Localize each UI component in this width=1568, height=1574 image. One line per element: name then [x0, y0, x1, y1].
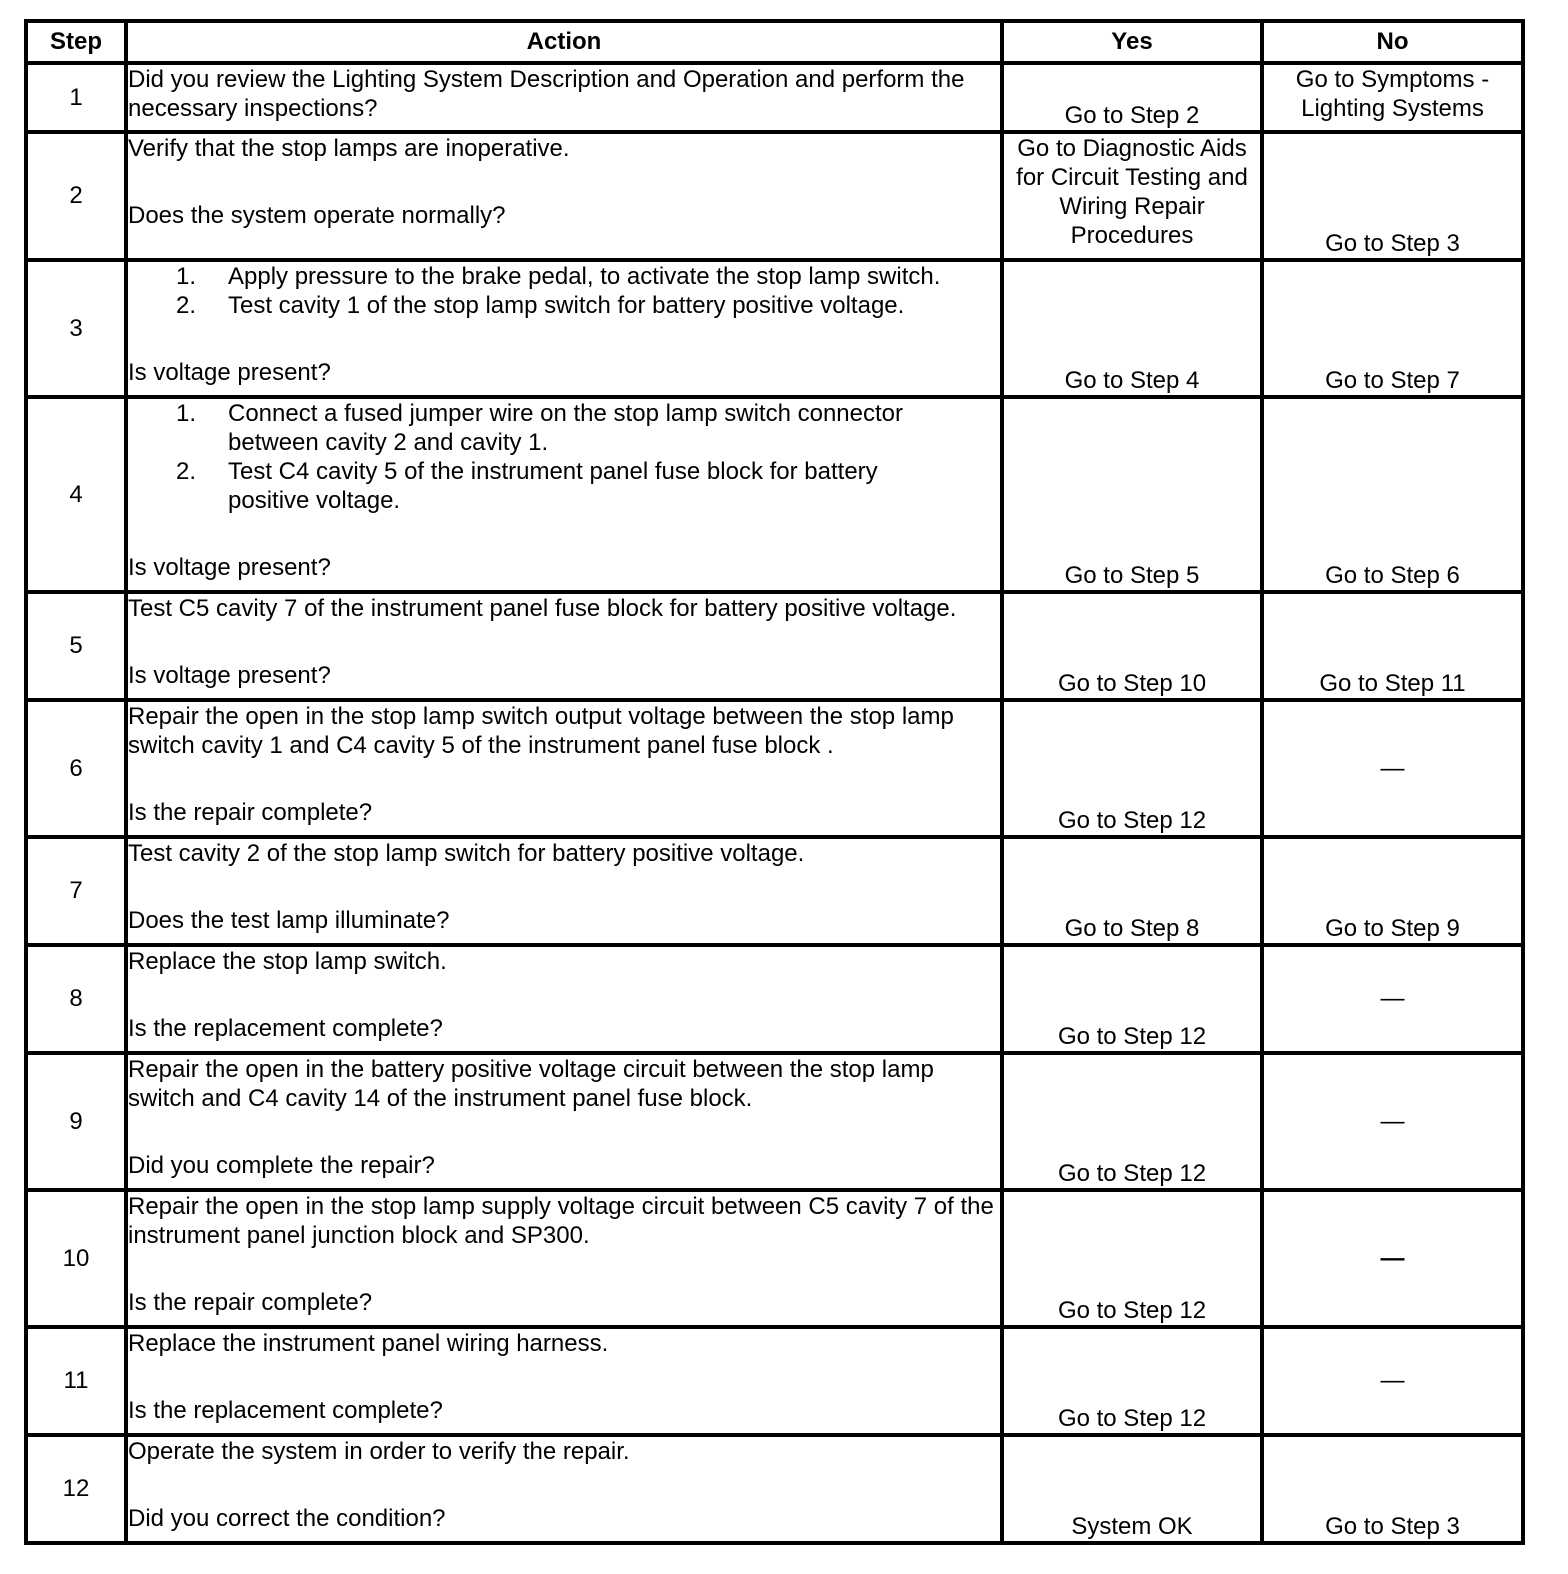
action-question: Is voltage present?: [128, 554, 331, 581]
header-no: No: [1262, 21, 1523, 63]
no-result: Go to Step 3: [1262, 132, 1523, 260]
step-number: 11: [26, 1327, 126, 1435]
list-item: 2. Test C4 cavity 5 of the instrument panel fuse block for battery positive voltage.: [176, 458, 878, 514]
action-instruction: Operate the system in order to verify the repair.: [128, 1438, 630, 1465]
action-text: Did you review the Lighting System Description and Operation and perform the necessary inspections?: [128, 66, 965, 122]
table-row: [26, 260, 1523, 397]
step-number: 3: [26, 260, 126, 397]
table-row: [26, 592, 1523, 700]
yes-result: Go to Diagnostic Aids for Circuit Testing and Wiring Repair Procedures: [1002, 132, 1262, 260]
action-question: Did you complete the repair?: [128, 1152, 435, 1179]
action-steps-list: [128, 262, 1000, 320]
step-number: 1: [26, 63, 126, 132]
yes-result: Go to Step 2: [1002, 63, 1262, 132]
action-instruction: Verify that the stop lamps are inoperative.: [128, 135, 570, 162]
step-number: 5: [26, 592, 126, 700]
action-question: Is the replacement complete?: [128, 1015, 443, 1042]
table-row: [26, 945, 1523, 1053]
no-result: Go to Step 6: [1262, 397, 1523, 592]
table-row: [26, 397, 1523, 592]
action-cell: [126, 132, 1002, 260]
table-row: [26, 1190, 1523, 1327]
no-result: —: [1262, 945, 1523, 1053]
step-number: 6: [26, 700, 126, 837]
step-number: 2: [26, 132, 126, 260]
no-result: —: [1262, 1190, 1523, 1327]
action-question: Does the system operate normally?: [128, 202, 506, 229]
yes-result: Go to Step 12: [1002, 1190, 1262, 1327]
yes-result: Go to Step 10: [1002, 592, 1262, 700]
table-row: [26, 837, 1523, 945]
table-row: [26, 132, 1523, 260]
yes-result: Go to Step 12: [1002, 1053, 1262, 1190]
step-number: 7: [26, 837, 126, 945]
yes-result: Go to Step 5: [1002, 397, 1262, 592]
table-row: [26, 700, 1523, 837]
list-item: 1. Connect a fused jumper wire on the stop lamp switch connector between cavity 2 and cavity 1.: [176, 400, 904, 456]
yes-result: Go to Step 12: [1002, 1327, 1262, 1435]
action-cell: [126, 397, 1002, 592]
yes-result: Go to Step 8: [1002, 837, 1262, 945]
action-cell: [126, 1190, 1002, 1327]
action-question: Did you correct the condition?: [128, 1505, 446, 1532]
action-question: Is voltage present?: [128, 662, 331, 689]
list-item: 2. Test cavity 1 of the stop lamp switch for battery positive voltage.: [176, 292, 905, 319]
no-result: Go to Step 11: [1262, 592, 1523, 700]
step-number: 9: [26, 1053, 126, 1190]
action-instruction: Repair the open in the stop lamp supply voltage circuit between C5 cavity 7 of the instrument panel junction block and SP300.: [128, 1193, 994, 1249]
table-row: [26, 1053, 1523, 1190]
action-cell: [126, 945, 1002, 1053]
action-question: Is voltage present?: [128, 359, 331, 386]
header-action: Action: [126, 21, 1002, 63]
action-question: Does the test lamp illuminate?: [128, 907, 450, 934]
no-result: —: [1262, 1053, 1523, 1190]
step-number: 8: [26, 945, 126, 1053]
action-cell: [126, 1435, 1002, 1543]
action-instruction: Repair the open in the stop lamp switch output voltage between the stop lamp switch cavity 1 and C4 cavity 5 of the instrument panel fuse block .: [128, 703, 954, 759]
header-yes: Yes: [1002, 21, 1262, 63]
yes-result: System OK: [1002, 1435, 1262, 1543]
table-row: [26, 1435, 1523, 1543]
action-cell: [126, 1053, 1002, 1190]
no-result: Go to Step 9: [1262, 837, 1523, 945]
step-number: 4: [26, 397, 126, 592]
list-item: 1. Apply pressure to the brake pedal, to activate the stop lamp switch.: [176, 263, 941, 290]
header-step: Step: [26, 21, 126, 63]
action-question: Is the repair complete?: [128, 799, 373, 826]
action-instruction: Repair the open in the battery positive voltage circuit between the stop lamp switch and C4 cavity 14 of the instrument panel fuse block.: [128, 1056, 934, 1112]
table-row: [26, 63, 1523, 132]
no-result: Go to Symptoms - Lighting Systems: [1262, 63, 1523, 132]
no-result: Go to Step 7: [1262, 260, 1523, 397]
action-steps-list: [128, 399, 1000, 515]
action-question: Is the repair complete?: [128, 1289, 373, 1316]
diagnostic-table: [24, 19, 1525, 1545]
action-cell: [126, 592, 1002, 700]
action-cell: [126, 1327, 1002, 1435]
yes-result: Go to Step 12: [1002, 945, 1262, 1053]
action-cell: [126, 837, 1002, 945]
action-instruction: Test C5 cavity 7 of the instrument panel fuse block for battery positive voltage.: [128, 595, 957, 622]
header-row: [26, 21, 1523, 63]
action-cell: [126, 260, 1002, 397]
action-instruction: Test cavity 2 of the stop lamp switch for battery positive voltage.: [128, 840, 805, 867]
table-row: [26, 1327, 1523, 1435]
no-result: —: [1262, 700, 1523, 837]
step-number: 10: [26, 1190, 126, 1327]
action-instruction: Replace the stop lamp switch.: [128, 948, 447, 975]
action-cell: [126, 700, 1002, 837]
step-number: 12: [26, 1435, 126, 1543]
action-cell: [126, 63, 1002, 132]
no-result: Go to Step 3: [1262, 1435, 1523, 1543]
yes-result: Go to Step 12: [1002, 700, 1262, 837]
action-question: Is the replacement complete?: [128, 1397, 443, 1424]
action-instruction: Replace the instrument panel wiring harness.: [128, 1330, 609, 1357]
yes-result: Go to Step 4: [1002, 260, 1262, 397]
no-result: —: [1262, 1327, 1523, 1435]
